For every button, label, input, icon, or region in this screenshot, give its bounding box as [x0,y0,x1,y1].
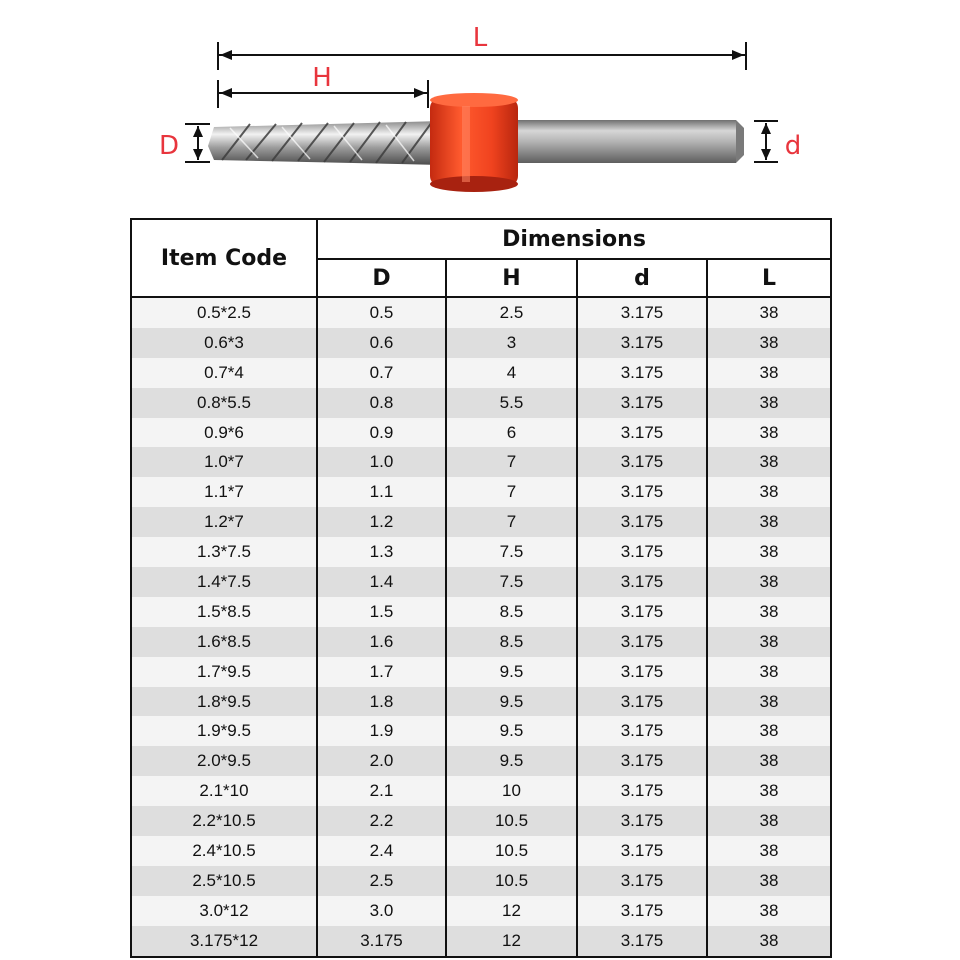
L-cell: 38 [707,597,831,627]
d-cell: 3.175 [577,507,707,537]
L-cell: 38 [707,836,831,866]
item-code-cell: 1.9*9.5 [131,716,317,746]
specification-table [130,218,832,958]
item-code-cell: 1.2*7 [131,507,317,537]
L-cell: 38 [707,806,831,836]
item-code-cell: 0.7*4 [131,358,317,388]
L-cell: 38 [707,418,831,448]
header-item-code: Item Code [131,219,317,297]
d-cell: 3.175 [577,926,707,957]
label-D: D [158,131,180,161]
H-cell: 9.5 [446,657,577,687]
L-cell: 38 [707,627,831,657]
table-row [131,507,831,537]
D-cell: 1.6 [317,627,446,657]
L-cell: 38 [707,388,831,418]
item-code-cell: 1.8*9.5 [131,687,317,717]
table-row [131,896,831,926]
D-cell: 1.9 [317,716,446,746]
L-cell: 38 [707,657,831,687]
D-cell: 3.0 [317,896,446,926]
L-cell: 38 [707,866,831,896]
item-code-cell: 1.4*7.5 [131,567,317,597]
table-row [131,866,831,896]
L-cell: 38 [707,447,831,477]
header-dimensions: Dimensions [317,219,831,259]
L-cell: 38 [707,926,831,957]
item-code-cell: 0.8*5.5 [131,388,317,418]
d-cell: 3.175 [577,776,707,806]
item-code-cell: 1.5*8.5 [131,597,317,627]
item-code-cell: 2.2*10.5 [131,806,317,836]
H-cell: 4 [446,358,577,388]
L-cell: 38 [707,328,831,358]
item-code-cell: 2.1*10 [131,776,317,806]
tool-dimension-figure [0,0,960,215]
d-cell: 3.175 [577,746,707,776]
item-code-cell: 2.4*10.5 [131,836,317,866]
D-cell: 1.3 [317,537,446,567]
D-cell: 1.8 [317,687,446,717]
H-cell: 7.5 [446,567,577,597]
L-cell: 38 [707,297,831,328]
item-code-cell: 1.7*9.5 [131,657,317,687]
D-cell: 2.2 [317,806,446,836]
table-row [131,328,831,358]
D-cell: 1.2 [317,507,446,537]
D-cell: 1.1 [317,477,446,507]
d-cell: 3.175 [577,806,707,836]
d-cell: 3.175 [577,388,707,418]
d-cell: 3.175 [577,866,707,896]
H-cell: 12 [446,926,577,957]
d-cell: 3.175 [577,447,707,477]
d-cell: 3.175 [577,537,707,567]
d-cell: 3.175 [577,836,707,866]
flute-section [208,121,442,165]
D-cell: 3.175 [317,926,446,957]
d-cell: 3.175 [577,328,707,358]
item-code-cell: 0.9*6 [131,418,317,448]
dimension-H [218,63,428,108]
H-cell: 9.5 [446,687,577,717]
table-row [131,418,831,448]
D-cell: 0.6 [317,328,446,358]
table-row [131,537,831,567]
item-code-cell: 0.6*3 [131,328,317,358]
H-cell: 7 [446,447,577,477]
D-cell: 0.8 [317,388,446,418]
header-col-D: D [317,259,446,297]
table-row [131,358,831,388]
L-cell: 38 [707,567,831,597]
L-cell: 38 [707,477,831,507]
item-code-cell: 3.175*12 [131,926,317,957]
H-cell: 6 [446,418,577,448]
D-cell: 2.4 [317,836,446,866]
table-row [131,477,831,507]
D-cell: 2.0 [317,746,446,776]
H-cell: 9.5 [446,746,577,776]
d-cell: 3.175 [577,597,707,627]
table-row [131,388,831,418]
H-cell: 10.5 [446,836,577,866]
dimension-L [218,23,746,70]
L-cell: 38 [707,746,831,776]
H-cell: 2.5 [446,297,577,328]
table-row [131,806,831,836]
dimension-D [159,124,210,162]
table-row [131,657,831,687]
item-code-cell: 1.0*7 [131,447,317,477]
d-cell: 3.175 [577,896,707,926]
d-cell: 3.175 [577,358,707,388]
table-row [131,687,831,717]
table-row [131,746,831,776]
H-cell: 7.5 [446,537,577,567]
label-d: d [784,131,802,161]
d-cell: 3.175 [577,297,707,328]
d-cell: 3.175 [577,418,707,448]
D-cell: 1.4 [317,567,446,597]
H-cell: 10.5 [446,866,577,896]
d-cell: 3.175 [577,716,707,746]
header-col-H: H [446,259,577,297]
d-cell: 3.175 [577,627,707,657]
H-cell: 10 [446,776,577,806]
L-cell: 38 [707,537,831,567]
H-cell: 7 [446,507,577,537]
H-cell: 3 [446,328,577,358]
d-cell: 3.175 [577,687,707,717]
item-code-cell: 1.3*7.5 [131,537,317,567]
D-cell: 0.9 [317,418,446,448]
D-cell: 0.5 [317,297,446,328]
L-cell: 38 [707,687,831,717]
item-code-cell: 3.0*12 [131,896,317,926]
table-row [131,926,831,957]
table-row [131,776,831,806]
table-row [131,836,831,866]
D-cell: 1.7 [317,657,446,687]
item-code-cell: 1.1*7 [131,477,317,507]
header-col-L: L [707,259,831,297]
item-code-cell: 2.5*10.5 [131,866,317,896]
L-cell: 38 [707,507,831,537]
table-body [131,297,831,957]
D-cell: 2.5 [317,866,446,896]
D-cell: 1.5 [317,597,446,627]
d-cell: 3.175 [577,567,707,597]
header-col-d: d [577,259,707,297]
table-row [131,716,831,746]
L-cell: 38 [707,358,831,388]
item-code-cell: 1.6*8.5 [131,627,317,657]
dimension-d [754,121,801,162]
cutter-illustration [0,0,960,215]
shank [510,120,744,163]
D-cell: 0.7 [317,358,446,388]
table-row [131,567,831,597]
H-cell: 9.5 [446,716,577,746]
table-row [131,597,831,627]
label-H: H [312,63,332,93]
table-row [131,447,831,477]
H-cell: 10.5 [446,806,577,836]
D-cell: 2.1 [317,776,446,806]
d-cell: 3.175 [577,477,707,507]
H-cell: 7 [446,477,577,507]
label-L: L [472,23,488,53]
item-code-cell: 2.0*9.5 [131,746,317,776]
H-cell: 8.5 [446,627,577,657]
d-cell: 3.175 [577,657,707,687]
H-cell: 12 [446,896,577,926]
H-cell: 8.5 [446,597,577,627]
table-row [131,627,831,657]
D-cell: 1.0 [317,447,446,477]
item-code-cell: 0.5*2.5 [131,297,317,328]
L-cell: 38 [707,776,831,806]
H-cell: 5.5 [446,388,577,418]
L-cell: 38 [707,896,831,926]
table-row [131,297,831,328]
L-cell: 38 [707,716,831,746]
orange-collar [430,93,518,192]
